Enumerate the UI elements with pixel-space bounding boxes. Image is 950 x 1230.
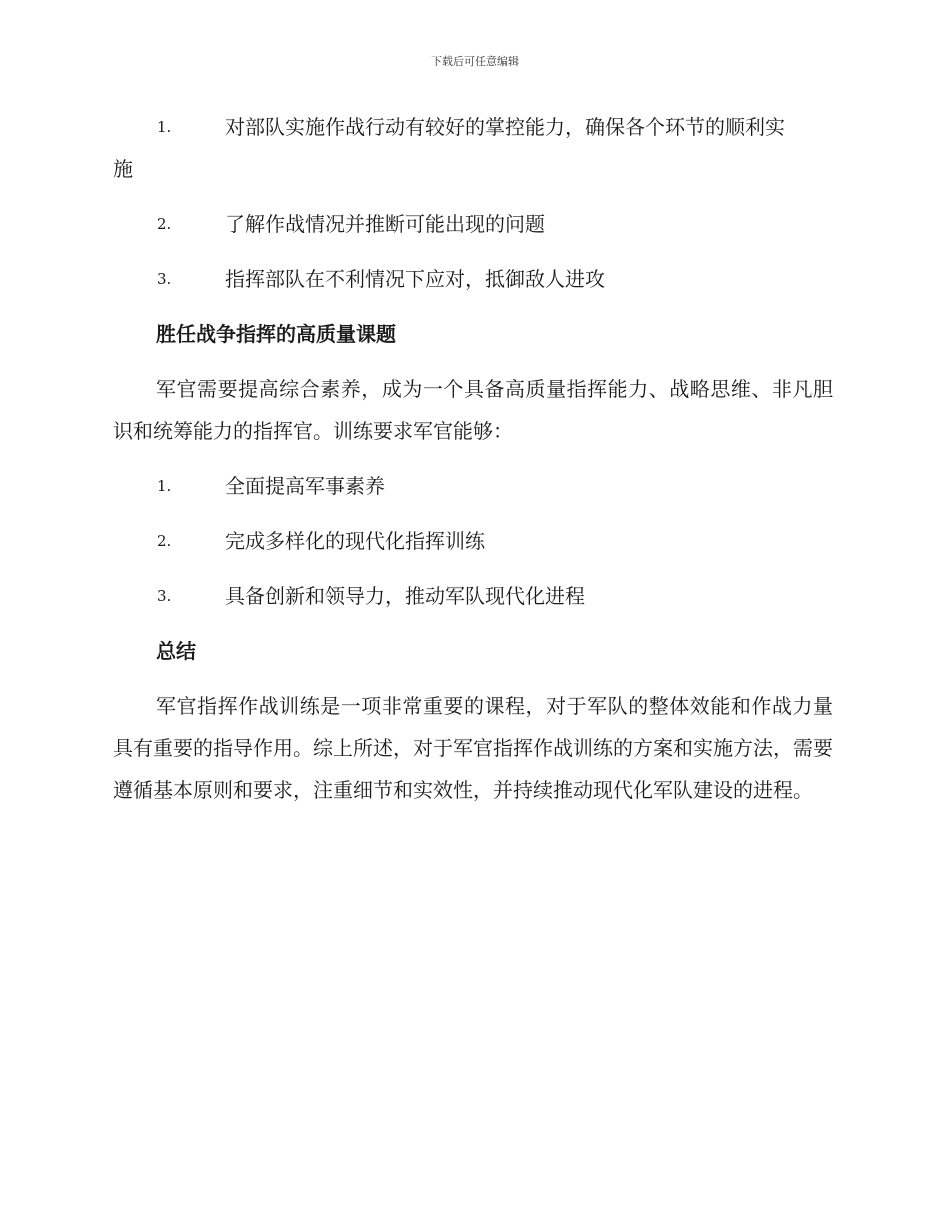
list-item-text: 指挥部队在不利情况下应对，抵御敌人进攻 xyxy=(225,267,605,291)
list-number: 3. xyxy=(157,587,172,605)
ordered-list-1 xyxy=(113,106,833,300)
section-heading: 胜任战争指挥的高质量课题 xyxy=(156,322,396,346)
body-paragraph: 军官指挥作战训练是一项非常重要的课程，对于军队的整体效能和作战力量具有重要的指导作用。综上所述，对于军官指挥作战训练的方案和实施方法，需要遵循基本原则和要求，注重细节和实效性，并持续推动现代化军队建设的进程。 xyxy=(113,694,833,802)
list-item-text: 具备创新和领导力，推动军队现代化进程 xyxy=(225,584,585,608)
list-item xyxy=(113,465,833,507)
list-item xyxy=(113,520,833,562)
list-item-text: 对部队实施作战行动有较好的掌控能力，确保各个环节的顺利实 xyxy=(225,115,785,139)
list-number: 3. xyxy=(157,270,172,288)
body-paragraph: 军官需要提高综合素养，成为一个具备高质量指挥能力、战略思维、非凡胆识和统筹能力的指挥官。训练要求军官能够： xyxy=(113,377,833,443)
list-item-text: 完成多样化的现代化指挥训练 xyxy=(225,529,485,553)
list-number: 1. xyxy=(157,118,172,136)
ordered-list-2 xyxy=(113,465,833,617)
list-item xyxy=(113,258,833,300)
list-number: 2. xyxy=(157,532,172,550)
list-item-text-continued: 施 xyxy=(113,157,133,181)
list-item xyxy=(113,106,833,190)
document-body xyxy=(113,106,833,811)
list-item xyxy=(113,575,833,617)
section-heading: 总结 xyxy=(156,639,196,663)
list-item-text: 全面提高军事素养 xyxy=(225,474,385,498)
list-number: 1. xyxy=(157,477,172,495)
page-header: 下载后可任意编辑 xyxy=(431,55,519,68)
list-item xyxy=(113,203,833,245)
list-item-text: 了解作战情况并推断可能出现的问题 xyxy=(225,212,545,236)
list-number: 2. xyxy=(157,215,172,233)
